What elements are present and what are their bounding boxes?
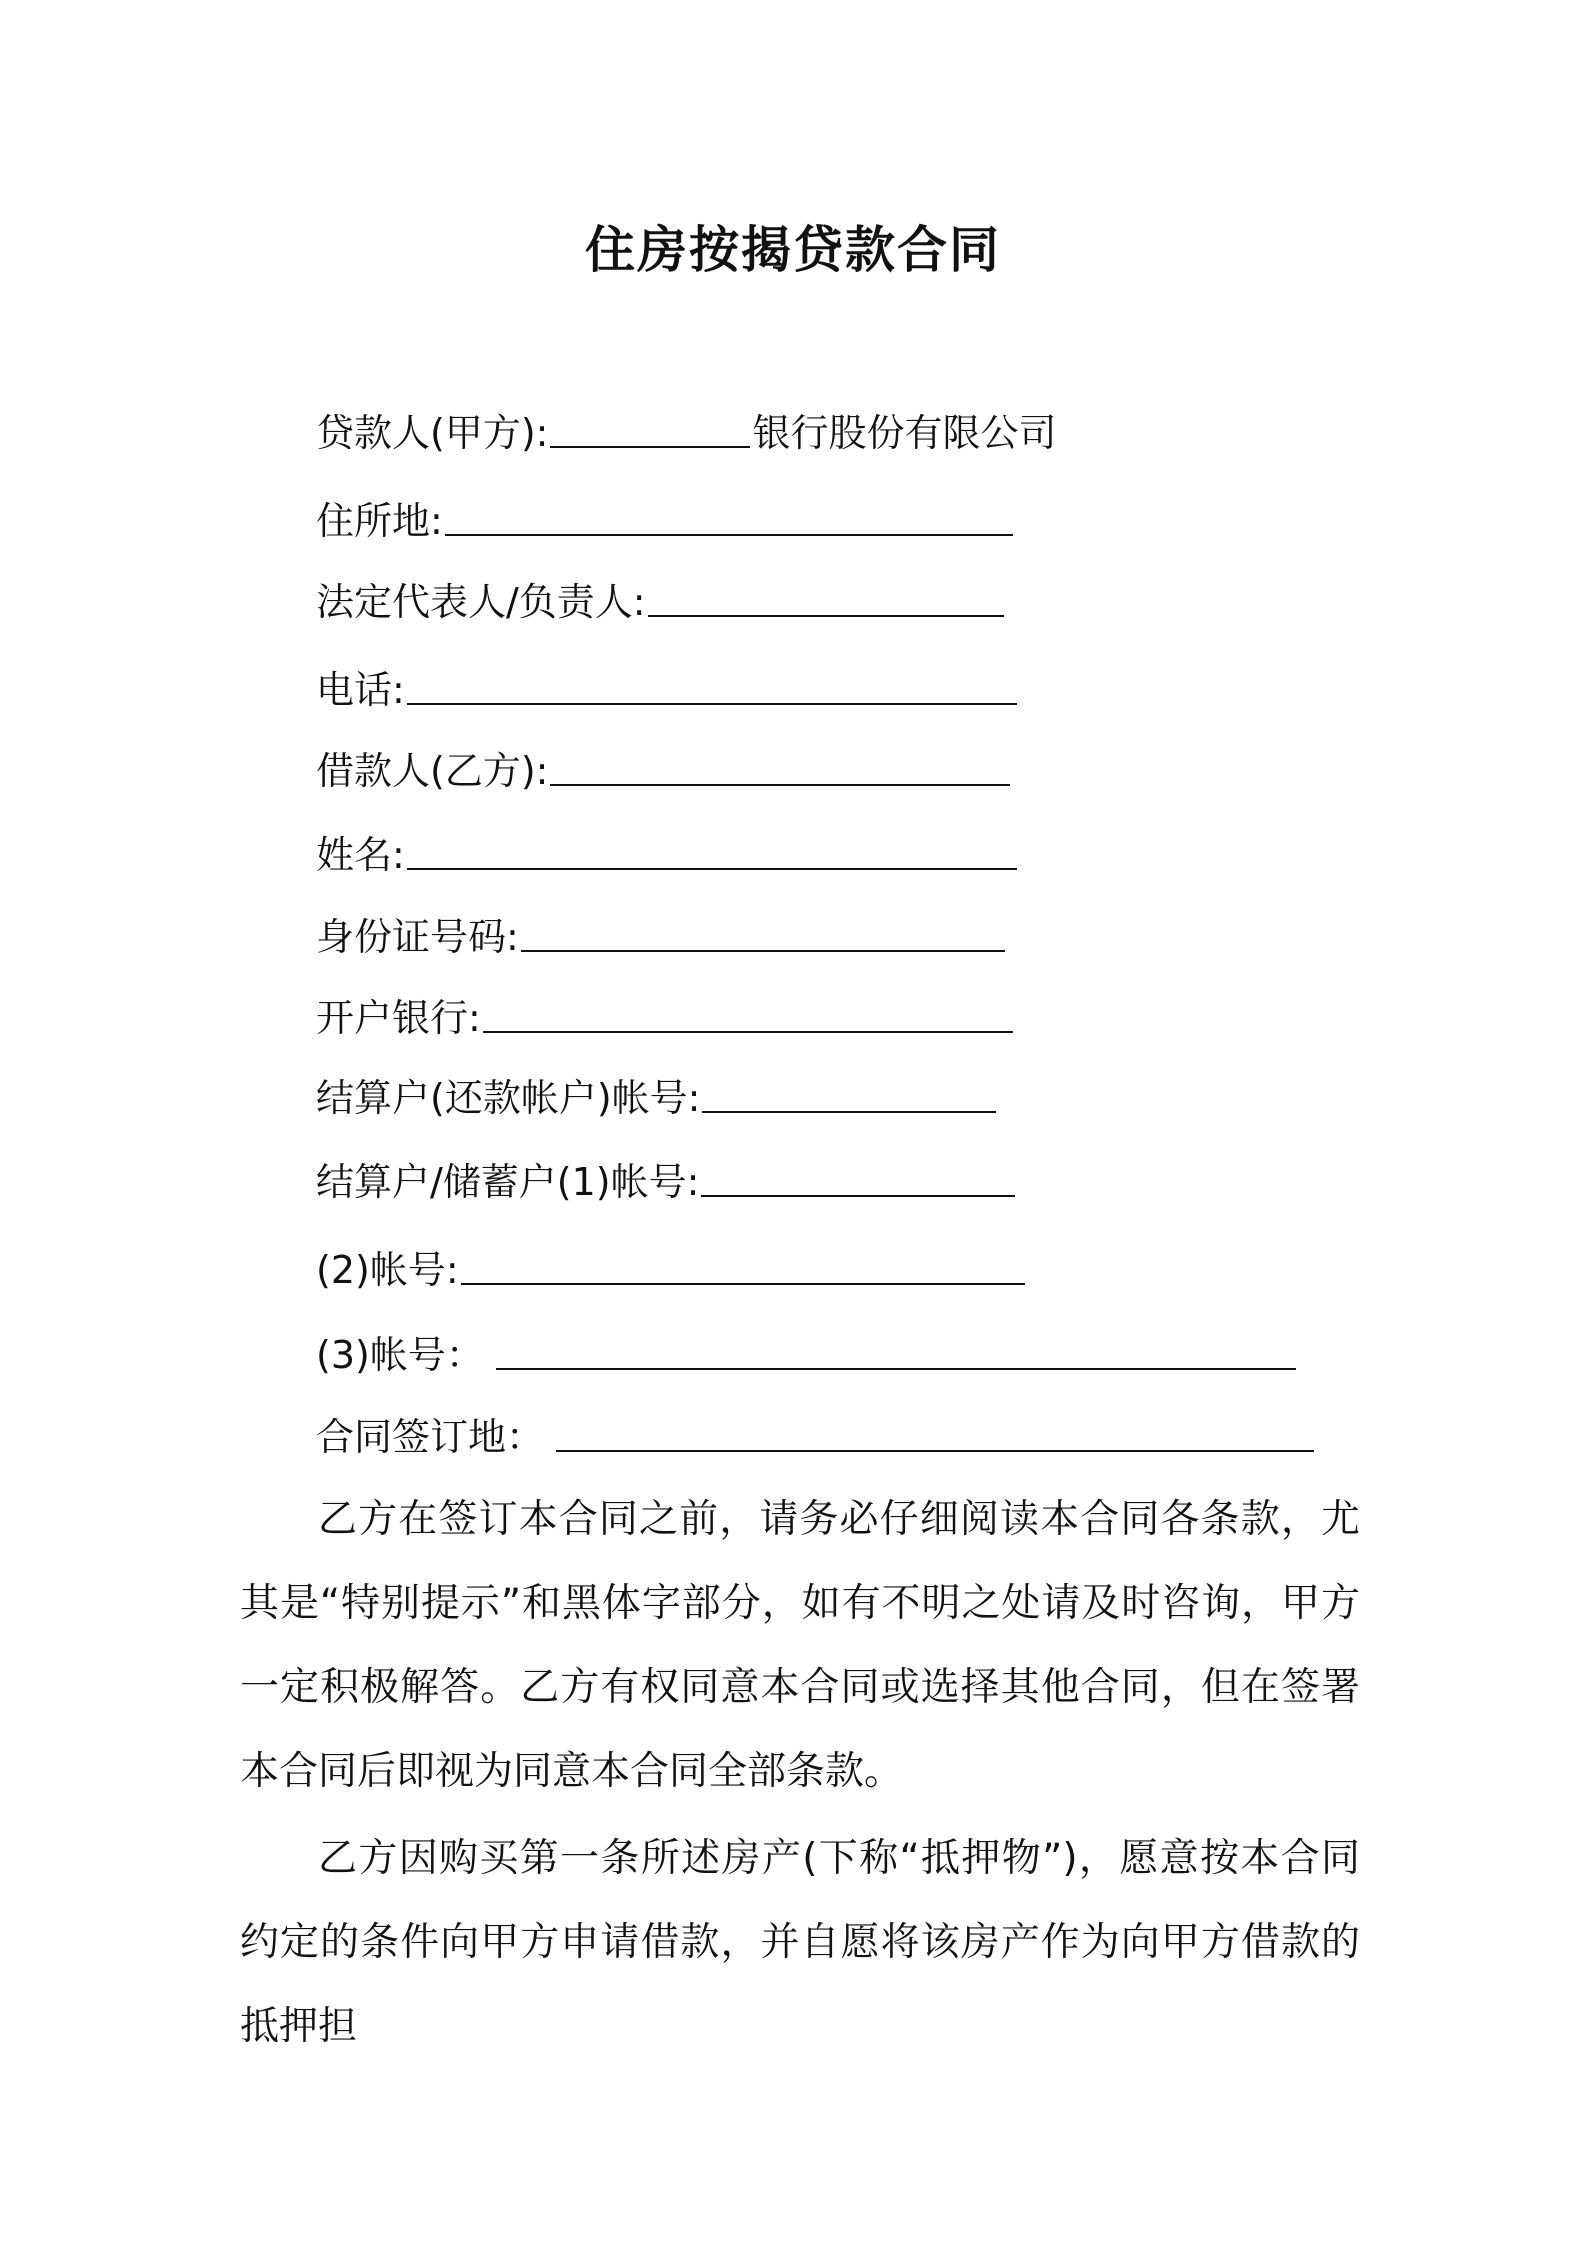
field-lender (316, 408, 1056, 458)
field-label: 姓名: (316, 833, 405, 877)
field-name (316, 830, 1017, 880)
fill-blank-line[interactable] (648, 581, 1004, 617)
field-suffix: 银行股份有限公司 (752, 411, 1057, 455)
field-label: (2)帐号: (316, 1248, 459, 1292)
field-phone (316, 665, 1017, 715)
field-borrower (316, 746, 1010, 796)
paragraph-purpose: 乙方因购买第一条所述房产(下称“抵押物”)，愿意按本合同约定的条件向甲方申请借款，并自愿将该房产作为向甲方借款的抵押担 (240, 1836, 1360, 2049)
fill-blank-line[interactable] (407, 834, 1017, 870)
field-account-2 (316, 1245, 1025, 1295)
fill-blank-line[interactable] (461, 1249, 1025, 1285)
field-label: (3)帐号： (316, 1333, 484, 1377)
field-label: 住所地: (316, 499, 443, 543)
fill-blank-line[interactable] (496, 1334, 1296, 1370)
field-legal-representative (316, 577, 1004, 627)
field-label: 身份证号码: (316, 915, 519, 959)
fill-blank-line[interactable] (550, 412, 750, 448)
field-label: 贷款人(甲方): (316, 411, 549, 455)
fill-blank-line[interactable] (702, 1077, 996, 1113)
fill-blank-line[interactable] (701, 1161, 1015, 1197)
fill-blank-line[interactable] (521, 916, 1005, 952)
field-repayment-account (316, 1073, 996, 1123)
field-address (316, 496, 1013, 546)
field-label: 结算户(还款帐户)帐号: (316, 1076, 701, 1120)
fill-blank-line[interactable] (483, 997, 1013, 1033)
fill-blank-line[interactable] (445, 500, 1013, 536)
field-label: 法定代表人/负责人: (316, 580, 646, 624)
field-label: 电话: (316, 668, 405, 712)
paragraph-notice: 乙方在签订本合同之前，请务必仔细阅读本合同各条款，尤其是“特别提示”和黑体字部分，如有不明之处请及时咨询，甲方一定积极解答。乙方有权同意本合同或选择其他合同，但在签署本合同后即视为同意本合同全部条款。 (240, 1497, 1360, 1794)
field-label: 合同签订地： (316, 1415, 545, 1459)
field-label: 开户银行: (316, 996, 481, 1040)
field-account-3 (316, 1330, 1296, 1380)
document-title: 住房按揭贷款合同 (585, 221, 1001, 279)
field-savings-account-1 (316, 1157, 1015, 1207)
fill-blank-line[interactable] (550, 750, 1010, 786)
fill-blank-line[interactable] (407, 669, 1017, 705)
field-label: 结算户/储蓄户(1)帐号: (316, 1160, 700, 1204)
field-bank (316, 993, 1013, 1043)
field-label: 借款人(乙方): (316, 749, 549, 793)
fill-blank-line[interactable] (556, 1416, 1314, 1452)
field-id-number (316, 912, 1005, 962)
field-signing-place (316, 1412, 1314, 1462)
